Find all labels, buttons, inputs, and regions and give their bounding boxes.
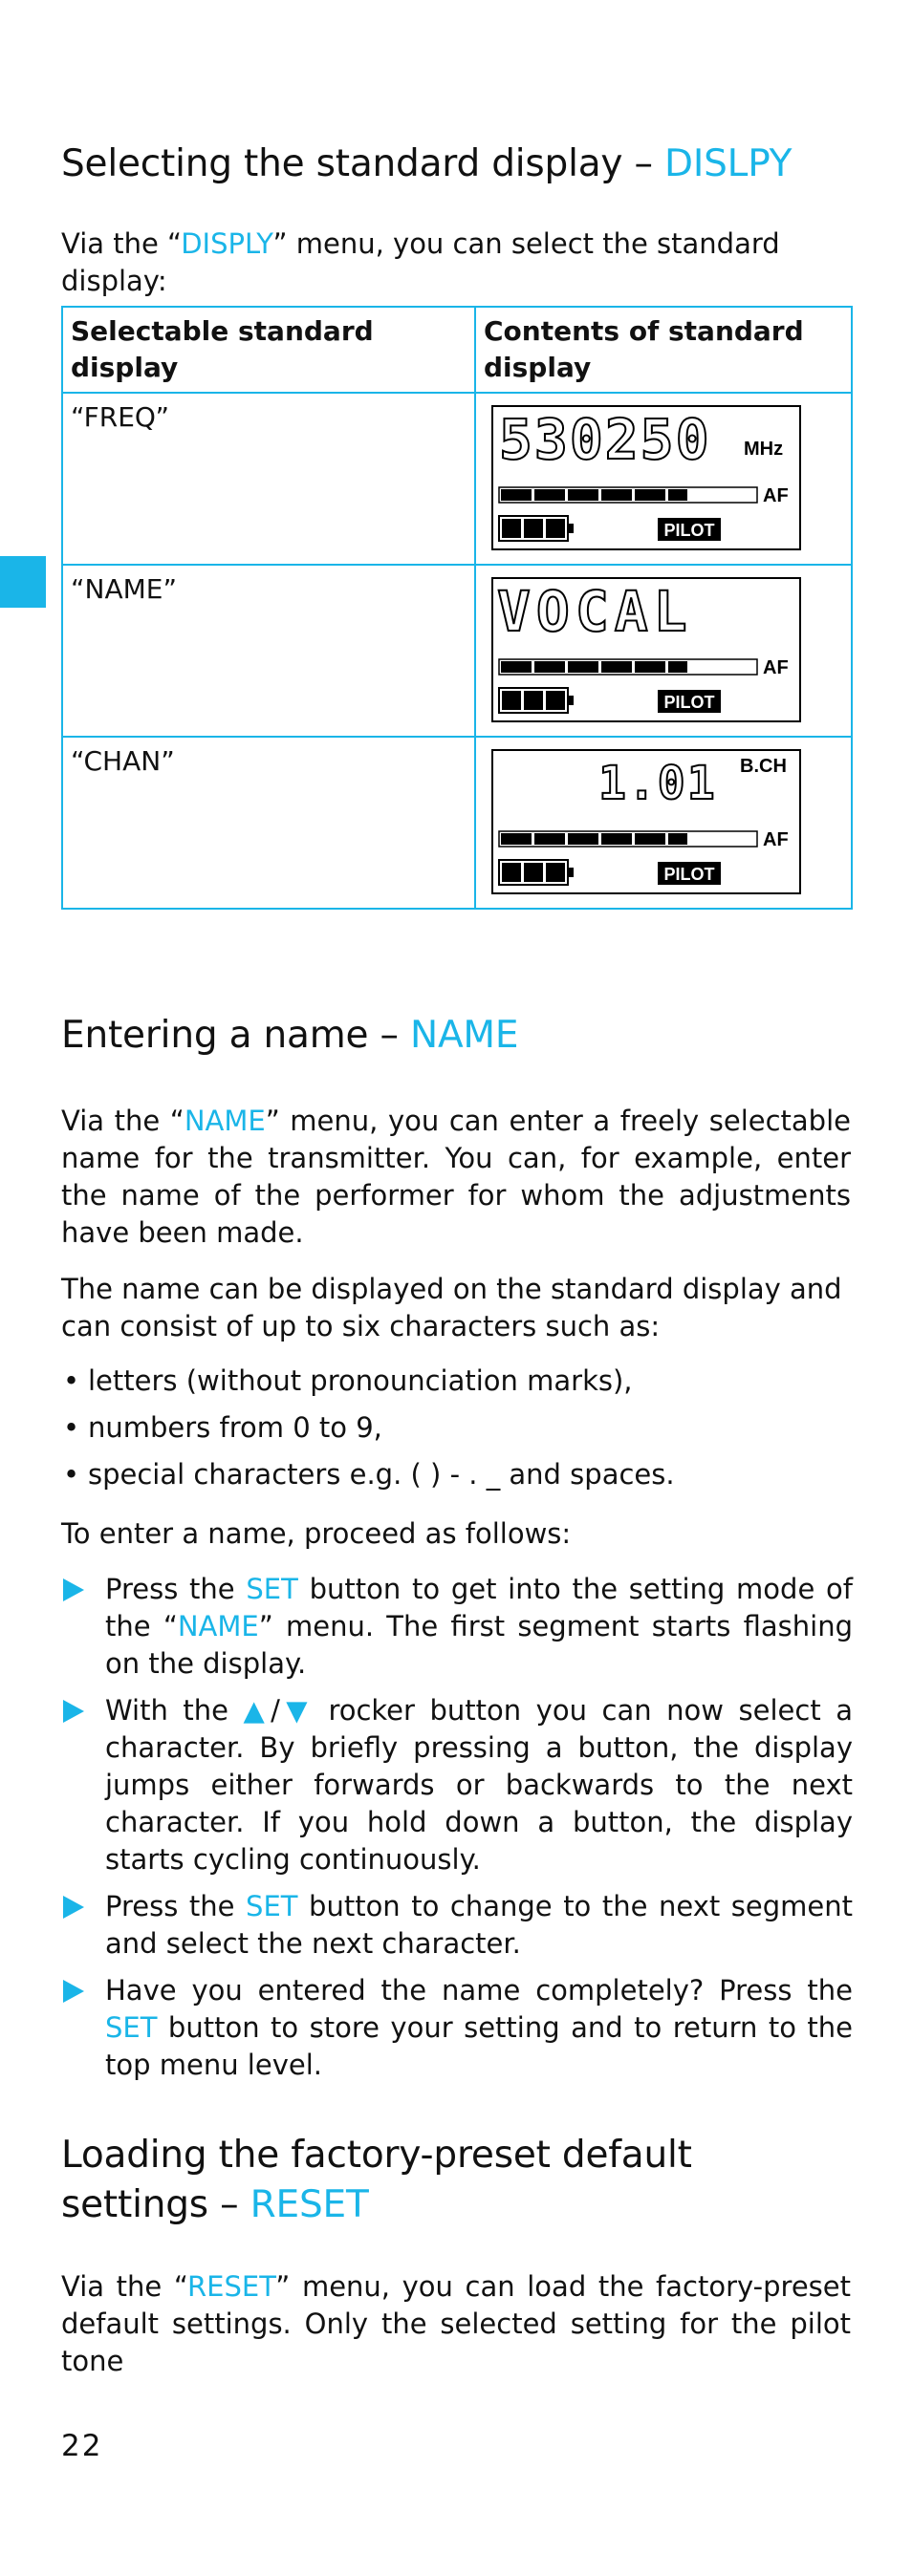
table-row xyxy=(62,393,852,565)
character-list xyxy=(61,1363,851,1503)
list-item: • letters (without pronounciation marks), xyxy=(63,1364,633,1397)
pilot-label: PILOT xyxy=(663,693,715,712)
list-item: With the ▲/▼ rocker button you can now select a character. By briefly pressing a button, the display jumps either forwards or backwards to the next character. If you hold down a button, the display starts cycling continuously. xyxy=(61,1692,853,1878)
table-header-selectable: Selectable standard display xyxy=(62,307,475,393)
lcd-main-text: 530250 xyxy=(499,407,711,472)
list-item: Press the SET button to change to the next segment and select the next character. xyxy=(61,1888,853,1963)
battery-icon xyxy=(499,860,574,885)
af-label: AF xyxy=(763,485,789,506)
display-table xyxy=(61,306,853,910)
arrow-right-icon xyxy=(63,1980,84,2003)
list-item: • numbers from 0 to 9, xyxy=(63,1411,382,1444)
af-label: AF xyxy=(763,829,789,850)
lcd-name-display xyxy=(491,577,801,722)
lcd-cell xyxy=(475,737,852,909)
battery-icon xyxy=(499,516,574,541)
arrow-right-icon xyxy=(63,1700,84,1723)
lcd-main-text: VOCAL xyxy=(497,579,693,644)
procedure-steps xyxy=(61,1571,853,2093)
reset-intro: Via the “RESET” menu, you can load the factory-preset default settings. Only the selected setting for the pilot tone xyxy=(61,2270,851,2377)
pilot-label: PILOT xyxy=(663,865,715,884)
list-item: Press the SET button to get into the setting mode of the “NAME” menu. The first segment starts flashing on the display. xyxy=(61,1571,853,1683)
procedure-intro: To enter a name, proceed as follows: xyxy=(61,1517,572,1550)
lcd-chan-display xyxy=(491,749,801,894)
dislpy-intro: Via the “DISPLY” menu, you can select the standard display: xyxy=(61,227,780,297)
lcd-unit: MHz xyxy=(744,439,784,460)
section-tab-marker xyxy=(0,556,46,608)
table-row xyxy=(62,737,852,909)
list-item: Have you entered the name completely? Press the SET button to store your setting and to return to the top menu level. xyxy=(61,1972,853,2084)
lcd-cell xyxy=(475,393,852,565)
heading-name: Entering a name – NAME xyxy=(61,1014,519,1057)
name-description: The name can be displayed on the standard display and can consist of up to six characters such as: xyxy=(61,1273,842,1342)
lcd-main-text: 1.01 xyxy=(598,757,717,810)
name-intro: Via the “NAME” menu, you can enter a freely selectable name for the transmitter. You can, for example, enter the name of the performer for whom the adjustments have been made. xyxy=(61,1105,851,1249)
down-arrow-icon: ▼ xyxy=(279,1694,314,1727)
table-row xyxy=(62,565,852,737)
heading-reset: Loading the factory-preset default settings – RESET xyxy=(61,2134,692,2226)
row-label-freq: “FREQ” xyxy=(62,393,475,565)
arrow-right-icon xyxy=(63,1578,84,1601)
battery-icon xyxy=(499,688,574,713)
arrow-right-icon xyxy=(63,1896,84,1919)
lcd-freq-display xyxy=(491,405,801,550)
lcd-cell xyxy=(475,565,852,737)
up-arrow-icon: ▲ xyxy=(243,1694,271,1727)
row-label-chan: “CHAN” xyxy=(62,737,475,909)
table-header-row xyxy=(62,307,852,393)
row-label-name: “NAME” xyxy=(62,565,475,737)
heading-dislpy: Selecting the standard display – DISLPY xyxy=(61,142,793,185)
table-header-contents: Contents of standard display xyxy=(475,307,852,393)
af-label: AF xyxy=(763,657,789,678)
pilot-label: PILOT xyxy=(663,521,715,540)
lcd-unit: B.CH xyxy=(740,756,787,777)
list-item: • special characters e.g. ( ) - . _ and spaces. xyxy=(63,1458,675,1491)
page-number: 22 xyxy=(61,2429,103,2463)
